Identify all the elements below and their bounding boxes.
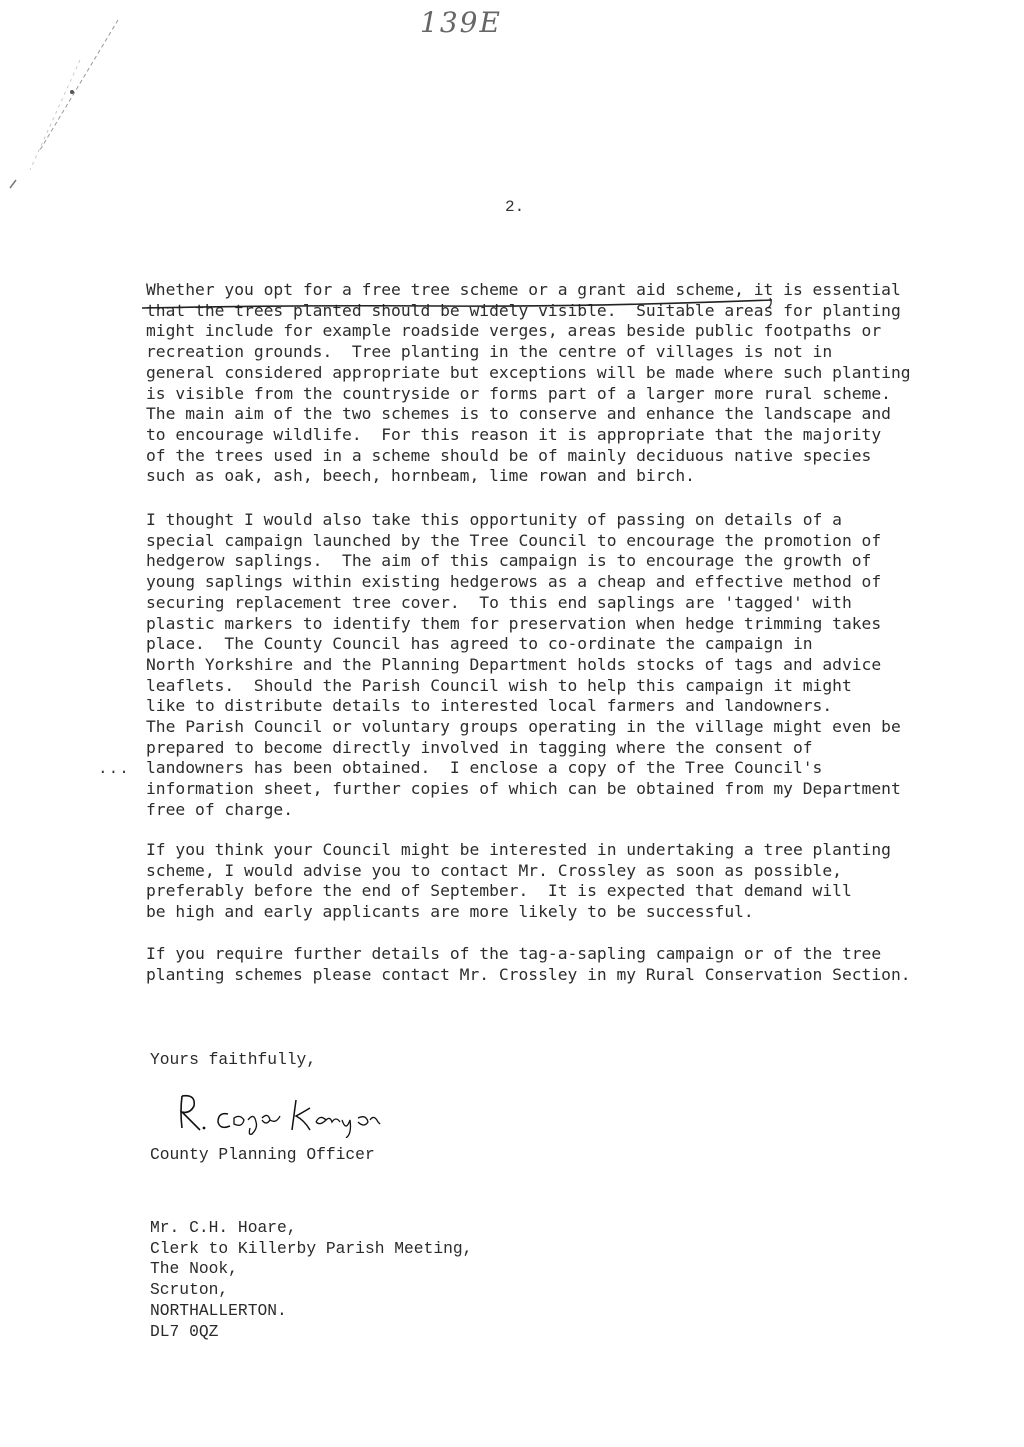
text-line: North Yorkshire and the Planning Department holds stocks of tags and advice [146,654,882,674]
text-line: The Parish Council or voluntary groups operating in the village might even be [146,717,901,737]
text-line: planting schemes please contact Mr. Crossley in my Rural Conservation Section. [146,964,911,984]
handwritten-reference-note: 139E [420,6,502,39]
text-line: young saplings within existing hedgerows as a cheap and effective method of [146,572,882,592]
paragraph-tree-council-campaign [146,510,966,821]
paragraph-contact-advice [146,840,966,923]
handwritten-underline [140,292,790,322]
address-line: NORTHALLERTON. [150,1300,287,1320]
handwritten-signature [170,1088,410,1138]
text-line: might include for example roadside verges, areas beside public footpaths or [146,321,882,341]
recipient-address [150,1218,472,1342]
text-line: I thought I would also take this opportunity of passing on details of a [146,510,842,529]
signatory-title: County Planning Officer [150,1145,375,1164]
text-line: information sheet, further copies of which can be obtained from my Department [146,779,901,799]
text-line: general considered appropriate but exceptions will be made where such planting [146,362,911,382]
text-line: If you think your Council might be interested in undertaking a tree planting [146,840,891,859]
text-line: to encourage wildlife. For this reason it is appropriate that the majority [146,424,882,444]
text-line: such as oak, ash, beech, hornbeam, lime rowan and birch. [146,466,695,486]
text-line: scheme, I would advise you to contact Mr. Crossley as soon as possible, [146,860,842,880]
text-line: be high and early applicants are more likely to be successful. [146,902,754,922]
text-line: prepared to become directly involved in tagging where the consent of [146,737,813,757]
text-line: free of charge. [146,799,294,819]
text-line: securing replacement tree cover. To this end saplings are 'tagged' with [146,592,852,612]
text-line: leaflets. Should the Parish Council wish to help this campaign it might [146,675,852,695]
text-line: is visible from the countryside or forms part of a larger more rural scheme. [146,383,891,403]
text-line: Whether you opt for a free tree scheme or a grant aid scheme, it is essential [146,280,901,299]
address-line: The Nook, [150,1259,238,1279]
text-line: that the trees planted should be widely visible. Suitable areas for planting [146,300,901,320]
text-line: recreation grounds. Tree planting in the centre of villages is not in [146,342,833,362]
text-line: of the trees used in a scheme should be of mainly deciduous native species [146,445,872,465]
text-line: like to distribute details to interested local farmers and landowners. [146,696,833,716]
address-line: DL7 0QZ [150,1321,219,1341]
address-line: Clerk to Killerby Parish Meeting, [150,1238,473,1258]
text-line: landowners has been obtained. I enclose a copy of the Tree Council's [146,758,823,778]
closing-salutation: Yours faithfully, [150,1050,317,1069]
page-number: 2. [505,198,525,216]
address-line: Scruton, [150,1280,229,1300]
text-line: place. The County Council has agreed to co-ordinate the campaign in [146,634,813,654]
margin-pencil-marks [0,0,140,220]
text-line: hedgerow saplings. The aim of this campaign is to encourage the growth of [146,551,872,571]
address-line: Mr. C.H. Hoare, [150,1218,297,1237]
text-line: preferably before the end of September. It is expected that demand will [146,881,852,901]
paragraph-further-details [146,944,966,985]
text-line: The main aim of the two schemes is to conserve and enhance the landscape and [146,404,891,424]
text-line: special campaign launched by the Tree Council to encourage the promotion of [146,530,882,550]
text-line: If you require further details of the tag-a-sapling campaign or of the tree [146,944,882,963]
margin-dots: ... [98,760,130,778]
text-line: plastic markers to identify them for preservation when hedge trimming takes [146,613,882,633]
